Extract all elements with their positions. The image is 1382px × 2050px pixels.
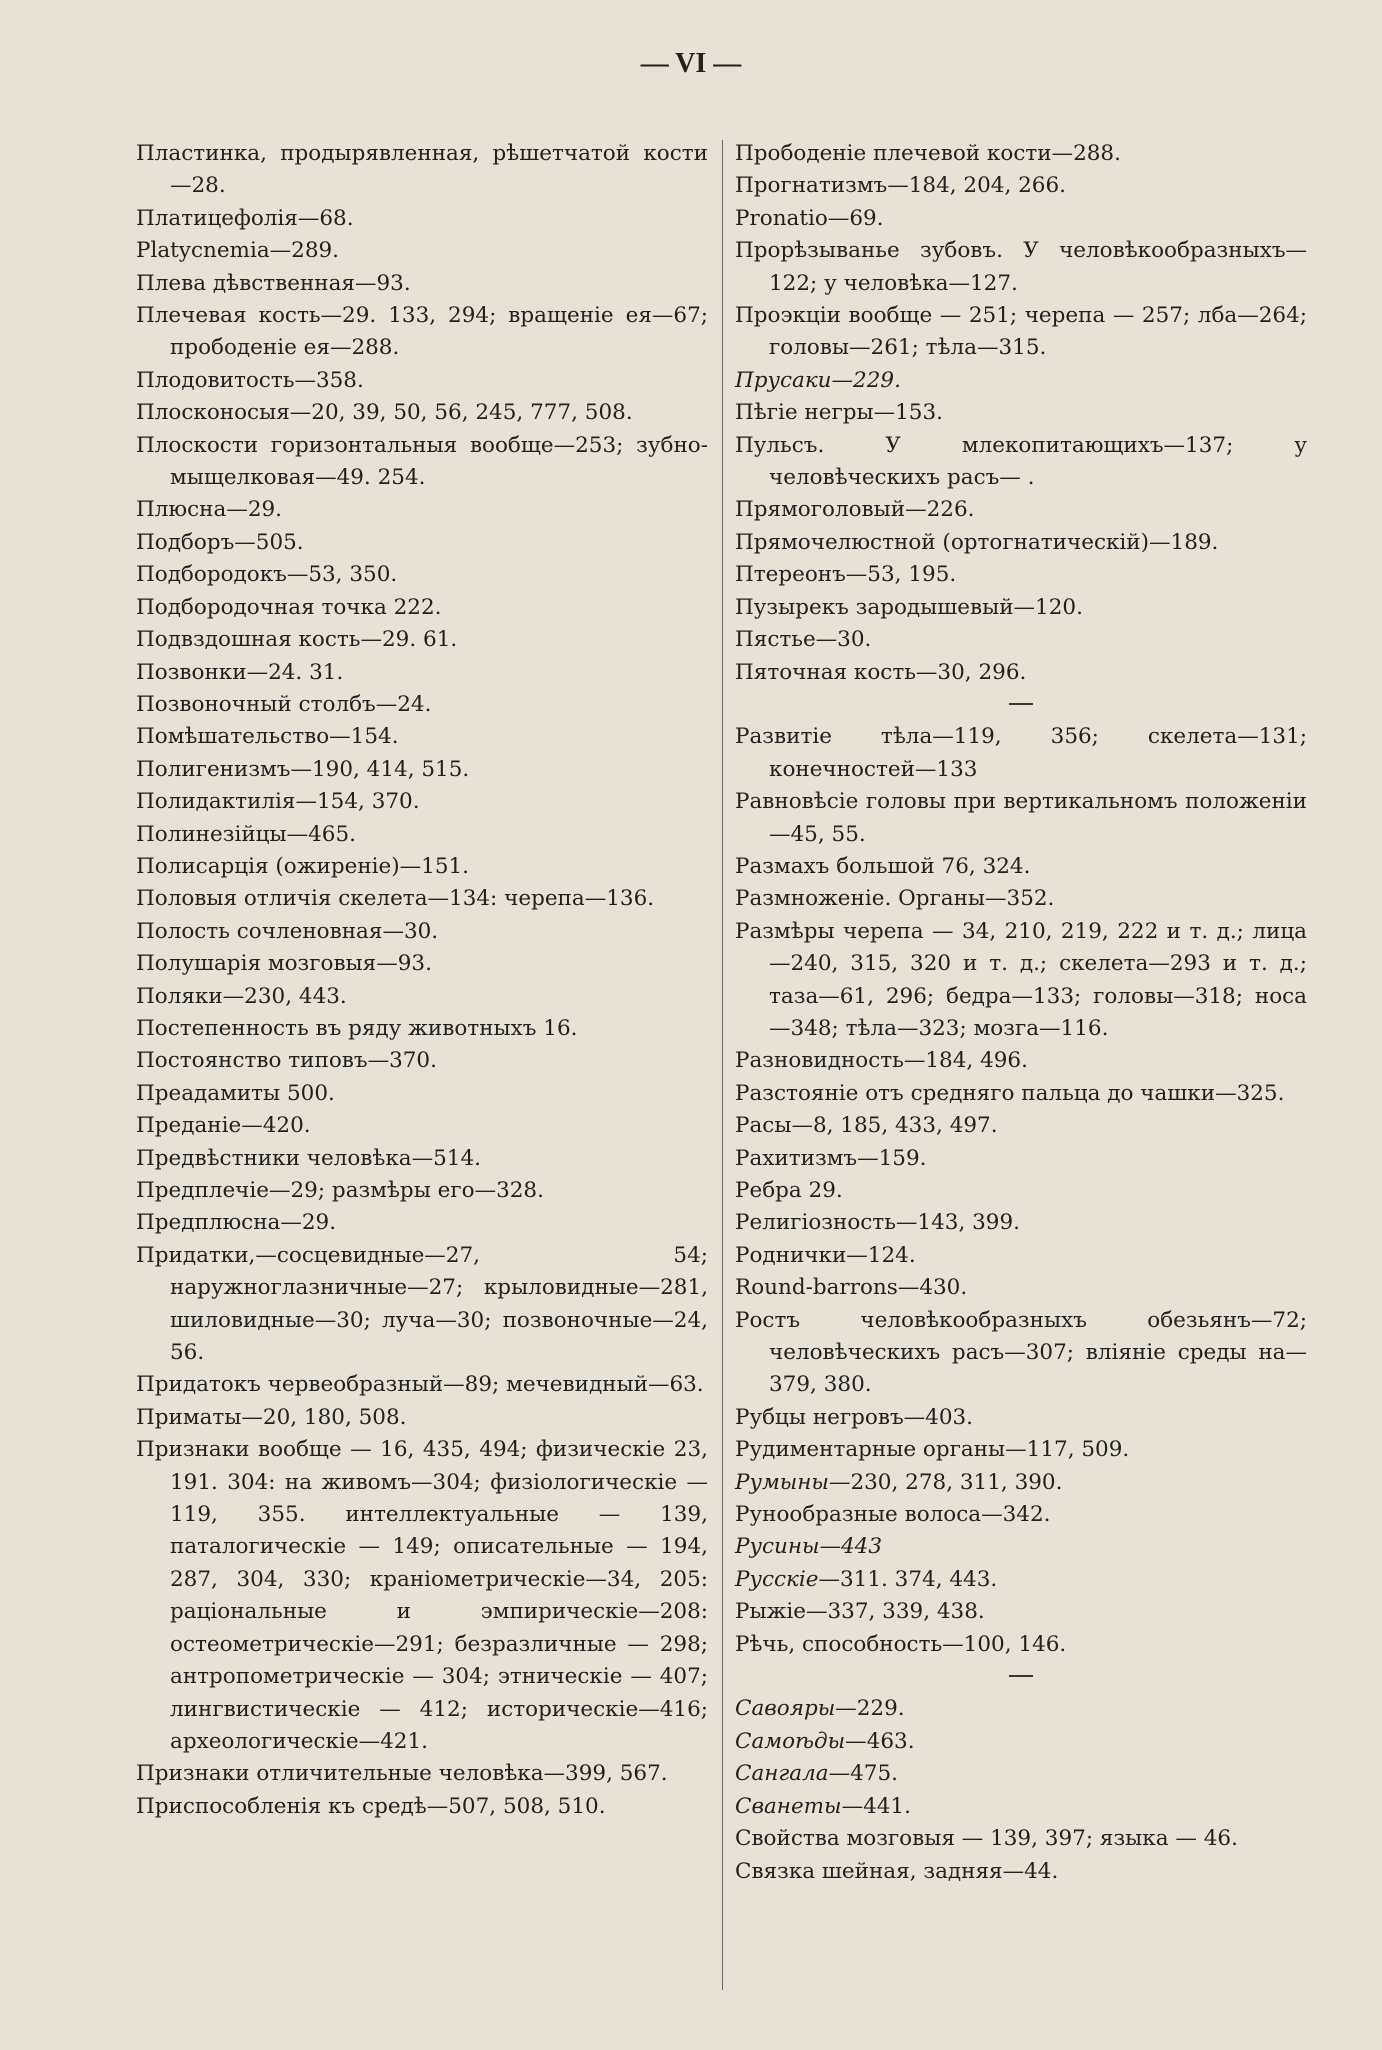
index-entry: Преданіе—420. [136,1113,311,1139]
index-entry: Подвздошная кость—29. 61. [136,627,458,653]
index-entry: Рѣчь, способность—100, 146. [735,1631,1067,1657]
index-entry: Предплюсна—29. [136,1210,337,1236]
column-divider [722,140,723,1990]
index-entry: Pronatio—69. [735,205,884,231]
index-entry: Пузырекъ зародышевый—120. [735,594,1083,620]
index-entry: Прободеніе плечевой кости—288. [735,141,1121,166]
section-separator [735,689,1307,721]
index-entry: Прогнатизмъ—184, 204, 266. [735,173,1067,199]
index-entry: Постепенность въ ряду животныхъ 16. [136,1015,578,1041]
index-entry: Признаки вообще — 16, 435, 494; физическіе 23, 191. 304: на живомъ—304; физіологическіе — 119, 355. интеллектуальные — 139, паталогическіе — 149; описательные — 194, 287, 304, 330; краніометрическіе—34, 205: раціональные и эмпирическіе—208: остеометрическіе—291; безразличные — 298; антропометрическіе — 304; этническіе — 407; лингвистическіе — 412; историческіе—416; археологическіе—421. [136,1437,708,1754]
index-entry: Разновидность—184, 496. [735,1048,1028,1074]
index-entry: Половыя отличія скелета—134: черепа—136. [136,886,655,912]
index-entry: Ростъ человѣкообразныхъ обезьянъ—72; человѣческихъ расъ—307; вліяніе среды на—379, 380. [735,1307,1307,1398]
index-entry: Прямочелюстной (ортогнатическій)—189. [735,529,1219,555]
index-entry: Приспособленія къ средѣ—507, 508, 510. [136,1793,606,1819]
section-separator [735,1661,1307,1693]
index-entry: Плева дѣвственная—93. [136,270,411,296]
separator-dash [1009,1675,1033,1677]
index-entry: Помѣшательство—154. [136,724,399,750]
index-entry: Сангала—475. [735,1761,898,1787]
index-entry: Рубцы негровъ—403. [735,1404,974,1430]
index-entry: Пѣгіе негры—153. [735,400,943,426]
index-entry: Савояры—229. [735,1696,905,1722]
page-number-header: — VI — [640,48,742,79]
index-entry: Свойства мозговыя — 139, 397; языка — 46. [735,1826,1238,1852]
index-entry: Предплечіе—29; размѣры его—328. [136,1178,544,1203]
index-entry: Религіозность—143, 399. [735,1210,1020,1236]
index-entry: Русины—443 [735,1534,883,1560]
index-entry: Предвѣстники человѣка—514. [136,1145,481,1171]
index-entry: Ребра 29. [735,1177,843,1203]
index-entry: Плюсна—29. [136,497,283,523]
index-entry: Сванеты—441. [735,1793,911,1819]
index-entry: Плоскости горизонтальныя вообще—253; зубно-мыщелковая—49. 254. [136,432,708,491]
index-entry: Признаки отличительные человѣка—399, 567. [136,1761,668,1787]
index-entry: Пульсъ. У млекопитающихъ—137; у человѣческихъ расъ— . [735,432,1307,491]
index-entry: Подборъ—505. [136,529,304,555]
separator-dash [1009,703,1033,705]
index-entry: Расы—8, 185, 433, 497. [735,1113,998,1139]
index-entry: Разстояніе отъ средняго пальца до чашки—325. [735,1080,1285,1106]
index-entry: Размахъ большой 76, 324. [735,853,1031,879]
index-entry: Плечевая кость—29. 133, 294; вращеніе ея—67; прободеніе ея—288. [136,303,708,361]
index-entry: Round-barrons—430. [735,1275,968,1301]
index-entry: Рудиментарные органы—117, 509. [735,1437,1130,1463]
index-entry: Постоянство типовъ—370. [136,1048,437,1074]
index-entry: Подбородочная точка 222. [136,594,442,620]
index-entry: Полидактилія—154, 370. [136,789,420,815]
index-entry: Прямоголовый—226. [735,497,975,523]
index-entry: Рахитизмъ—159. [735,1145,927,1171]
index-entry: Равновѣсіе головы при вертикальномъ положеніи—45, 55. [735,789,1307,847]
index-entry: Роднички—124. [735,1242,916,1268]
index-column-left [136,138,708,1823]
index-entry: Преадамиты 500. [136,1080,335,1106]
index-entry: Platycnemia—289. [136,238,340,264]
index-entry: Размноженіе. Органы—352. [735,886,1055,912]
index-entry: Платицефолія—68. [136,205,354,231]
index-entry: Позвоночный столбъ—24. [136,691,432,717]
index-entry: Размѣры черепа — 34, 210, 219, 222 и т. д.; лица—240, 315, 320 и т. д.; скелета—293 и т. д.; таза—61, 296; бедра—133; головы—318; носа—348; тѣла—323; мозга—116. [735,918,1307,1041]
index-entry: Птереонъ—53, 195. [735,562,957,588]
index-entry: Связка шейная, задняя—44. [735,1858,1059,1884]
index-entry: Прорѣзыванье зубовъ. У человѣкообразныхъ—122; у человѣка—127. [735,238,1307,296]
index-entry: Румыны—230, 278, 311, 390. [735,1469,1063,1495]
index-entry: Полисарція (ожиреніе)—151. [136,853,470,879]
index-entry: Плосконосыя—20, 39, 50, 56, 245, 777, 508. [136,400,633,426]
index-entry: Пластинка, продырявленная, рѣшетчатой кости—28. [136,141,708,199]
index-entry: Рыжіе—337, 339, 438. [735,1599,985,1625]
index-entry: Русскіе—311. 374, 443. [735,1566,998,1592]
index-entry: Поляки—230, 443. [136,983,347,1009]
index-entry: Плодовитость—358. [136,367,364,393]
index-entry: Полушарія мозговыя—93. [136,951,432,977]
index-entry: Рунообразные волоса—342. [735,1502,1051,1528]
index-entry: Подбородокъ—53, 350. [136,562,398,588]
index-entry: Пястье—30. [735,627,872,653]
index-entry: Прусаки—229. [735,367,901,393]
index-entry: Полигенизмъ—190, 414, 515. [136,756,470,782]
index-entry: Развитіе тѣла—119, 356; скелета—131; конечностей—133 [735,724,1307,782]
index-entry: Придатокъ червеобразный—89; мечевидный—63. [136,1372,704,1398]
index-entry: Пяточная кость—30, 296. [735,659,1027,685]
index-entry: Приматы—20, 180, 508. [136,1404,407,1430]
index-entry: Полость сочленовная—30. [136,918,439,944]
index-column-right [735,138,1307,1888]
index-entry: Самоѣды—463. [735,1728,915,1754]
index-entry: Проэкціи вообще — 251; черепа — 257; лба—264; головы—261; тѣла—315. [735,303,1307,361]
index-entry: Полинезійцы—465. [136,821,356,847]
index-entry: Позвонки—24. 31. [136,659,344,685]
index-entry: Придатки,—сосцевидные—27, 54; наружноглазничные—27; крыловидные—281, шиловидные—30; луча—30; позвоночные—24, 56. [136,1242,708,1366]
